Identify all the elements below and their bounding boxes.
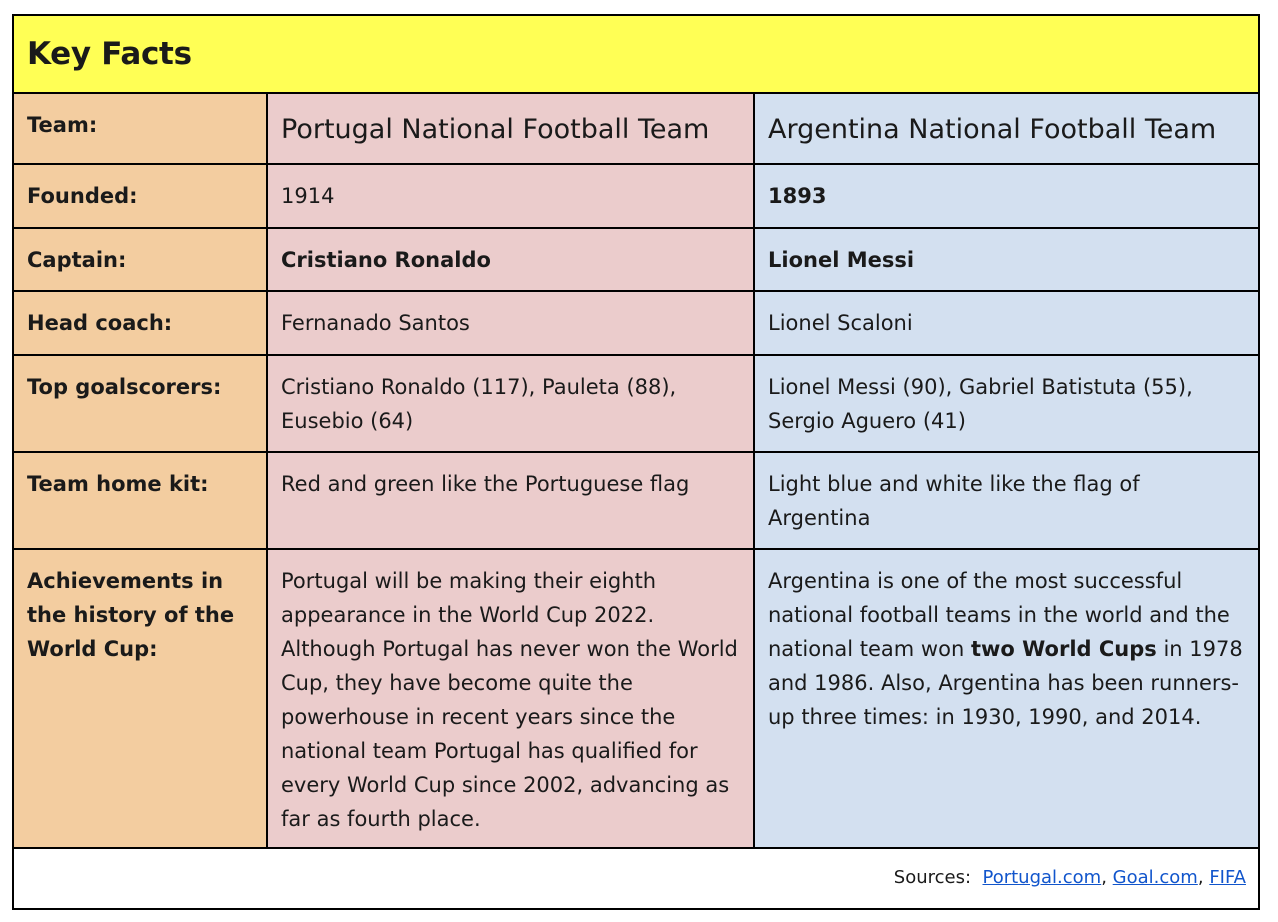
card-title: Key Facts [14,16,1258,94]
argentina-head-coach: Lionel Scaloni [754,291,1258,355]
argentina-home-kit: Light blue and white like the flag of Argentina [754,452,1258,549]
sources-cell [14,848,1258,908]
portugal-captain: Cristiano Ronaldo [267,228,754,291]
portugal-achievements: Portugal will be making their eighth appearance in the World Cup 2022. Although Portugal has never won the World Cup, they have become quite the powerhouse in recent years since the national team Portugal has qualified for every World Cup since 2002, advancing as far as fourth place. [267,549,754,848]
portugal-founded: 1914 [267,164,754,228]
table-row [14,355,1258,452]
argentina-team-name: Argentina National Football Team [754,94,1258,164]
portugal-team-name: Portugal National Football Team [267,94,754,164]
source-link-fifa[interactable]: FIFA [1209,867,1246,888]
portugal-head-coach: Fernanado Santos [267,291,754,355]
portugal-top-goalscorers: Cristiano Ronaldo (117), Pauleta (88), Eusebio (64) [267,355,754,452]
sources-row [14,848,1258,908]
facts-table [14,94,1258,908]
argentina-achievements-highlight: two World Cups [970,637,1157,661]
table-row [14,549,1258,848]
argentina-founded: 1893 [754,164,1258,228]
argentina-captain: Lionel Messi [754,228,1258,291]
row-label-achievements: Achievements in the history of the World Cup: [14,549,267,848]
table-row [14,94,1258,164]
row-label-home-kit: Team home kit: [14,452,267,549]
source-link-portugal[interactable]: Portugal.com [982,867,1102,888]
row-label-captain: Captain: [14,228,267,291]
argentina-top-goalscorers: Lionel Messi (90), Gabriel Batistuta (55), Sergio Aguero (41) [754,355,1258,452]
portugal-home-kit: Red and green like the Portuguese flag [267,452,754,549]
source-link-goal[interactable]: Goal.com [1112,867,1198,888]
row-label-founded: Founded: [14,164,267,228]
argentina-achievements-text-2: in 1978 and 1986. Also, Argentina has been runners-up three times: in 1930, 1990, and 2014. [768,637,1243,729]
argentina-achievements-text-1: Argentina is one of the most successful national football teams in the world and the national team won [768,569,1230,661]
row-label-team: Team: [14,94,267,164]
row-label-head-coach: Head coach: [14,291,267,355]
table-row [14,291,1258,355]
sources-label: Sources: [893,867,972,888]
source-separator: , [1101,867,1107,888]
source-separator: , [1197,867,1204,888]
row-label-top-goalscorers: Top goalscorers: [14,355,267,452]
argentina-achievements [754,549,1258,848]
table-row [14,452,1258,549]
table-row [14,164,1258,228]
table-row [14,228,1258,291]
key-facts-card [12,14,1260,910]
